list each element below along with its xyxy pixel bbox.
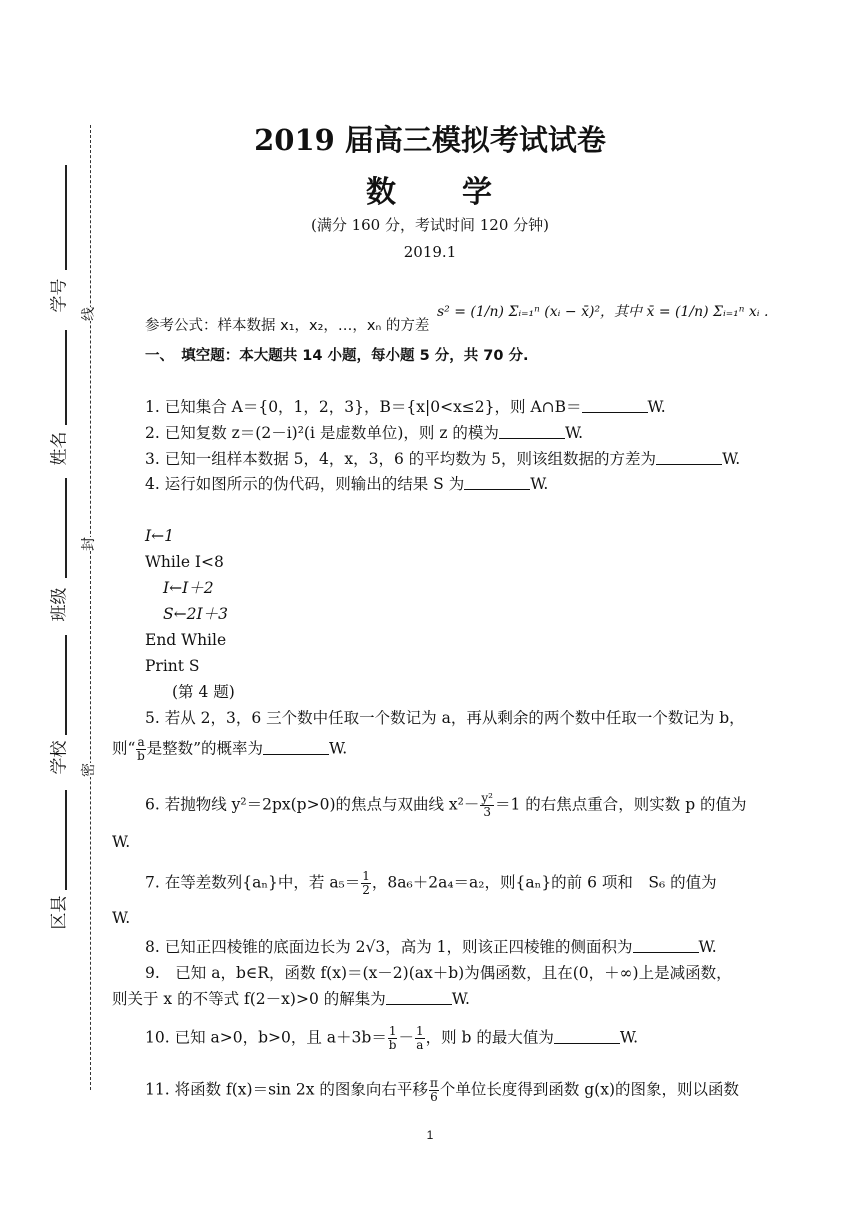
- student-id-label: 学号: [49, 278, 70, 313]
- class-label: 班级: [49, 587, 70, 622]
- answer-blank: [656, 450, 722, 465]
- question-7: 7. 在等差数列{aₙ}中，若 a₅＝ $\frac{1}{2}$ ，8a₆＋2a₄＝a₂，则{aₙ}的前 6 项和 S₆ 的值为: [145, 869, 717, 897]
- question-8: 8. 已知正四棱锥的底面边长为 2√3，高为 1，则该正四棱锥的侧面积为 W.: [145, 938, 717, 956]
- fraction-a-over-b: $\frac{a}{b}$: [137, 735, 145, 763]
- variance-formula: s² = (1/n) Σᵢ₌₁ⁿ (xᵢ − x̄)²，其中 x̄ = (1/n) Σᵢ₌₁ⁿ xᵢ .: [437, 304, 769, 320]
- question-3: 3. 已知一组样本数据 5，4，x，3，6 的平均数为 5，则该组数据的方差为 W.: [145, 450, 741, 468]
- exam-info: (满分 160 分，考试时间 120 分钟): [310, 216, 550, 234]
- school-label: 学校: [49, 740, 70, 775]
- class-underline: [65, 478, 67, 578]
- school-underline: [65, 635, 67, 735]
- binding-dashed-line: [90, 125, 91, 1090]
- question-1: 1. 已知集合 A＝{0，1，2，3}，B＝{x|0<x≤2}，则 A∩B＝ W.: [145, 398, 666, 416]
- fraction-y2-over-3: $\frac{\text{y²}}{3}$: [481, 791, 493, 819]
- fraction-one-over-a: $\frac{1}{a}$: [415, 1024, 424, 1052]
- seal-line-char: 线: [78, 307, 98, 321]
- code-line-2: While I<8: [145, 553, 224, 571]
- code-line-3: I←I＋2: [163, 579, 214, 597]
- answer-blank: [263, 740, 329, 755]
- district-label: 区县: [49, 895, 70, 930]
- question-9-line-1: 9. 已知 a，b∈R，函数 f(x)＝(x－2)(ax＋b)为偶函数，且在(0，＋∞)上是减函数，: [145, 964, 732, 982]
- section-heading: 一、 填空题：本大题共 14 小题，每小题 5 分，共 70 分.: [145, 348, 529, 364]
- page-number: 1: [426, 1128, 434, 1142]
- formula-label: 参考公式：样本数据 x₁，x₂，…，xₙ 的方差: [145, 318, 430, 334]
- district-underline: [65, 790, 67, 890]
- code-line-5: End While: [145, 631, 227, 649]
- question-4: 4. 运行如图所示的伪代码，则输出的结果 S 为 W.: [145, 475, 549, 493]
- exam-date: 2019.1: [403, 243, 457, 261]
- question-7-tail: W.: [112, 909, 131, 927]
- question-2: 2. 已知复数 z＝(2－i)²(i 是虚数单位)，则 z 的模为 W.: [145, 424, 584, 442]
- code-line-4: S←2I＋3: [163, 605, 228, 623]
- seal-secret-char: 密: [78, 763, 98, 777]
- question-10: 10. 已知 a>0，b>0，且 a＋3b＝ $\frac{1}{b}$ － $\frac{1}{a}$ ，则 b 的最大值为 W.: [145, 1024, 639, 1052]
- fraction-one-over-b: $\frac{1}{b}$: [388, 1024, 397, 1052]
- fraction-pi-over-6: $\frac{\pi}{6}$: [429, 1076, 438, 1104]
- fraction-one-half: $\frac{1}{2}$: [362, 869, 370, 897]
- answer-blank: [633, 938, 699, 953]
- question-5-line-1: 5. 若从 2，3，6 三个数中任取一个数记为 a，再从剩余的两个数中任取一个数记为 b，: [145, 709, 745, 727]
- question-9-line-2: 则关于 x 的不等式 f(2－x)>0 的解集为 W.: [112, 990, 470, 1008]
- question-11: 11. 将函数 f(x)＝sin 2x 的图象向右平移 $\frac{\pi}{6}$ 个单位长度得到函数 g(x)的图象，则以函数: [145, 1076, 740, 1104]
- question-5-line-2: 则“ $\frac{a}{b}$ 是整数”的概率为 W.: [112, 735, 348, 763]
- exam-title: 2019 届高三模拟考试试卷: [254, 123, 606, 157]
- answer-blank: [554, 1029, 620, 1044]
- subject-title: 数 学: [366, 175, 494, 210]
- answer-blank: [464, 475, 530, 490]
- question-6-tail: W.: [112, 833, 131, 851]
- name-underline: [65, 330, 67, 425]
- answer-blank: [499, 424, 565, 439]
- code-line-1: I←1: [145, 527, 174, 545]
- name-label: 姓名: [49, 431, 70, 466]
- answer-blank: [582, 398, 648, 413]
- seal-seal-char: 封: [78, 537, 98, 551]
- answer-blank: [386, 990, 452, 1005]
- question-6: 6. 若抛物线 y²＝2px(p>0)的焦点与双曲线 x²－ $\frac{\text{y²}}{3}$ ＝1 的右焦点重合，则实数 p 的值为: [145, 791, 747, 819]
- code-caption: (第 4 题): [172, 683, 235, 701]
- code-line-6: Print S: [145, 657, 200, 675]
